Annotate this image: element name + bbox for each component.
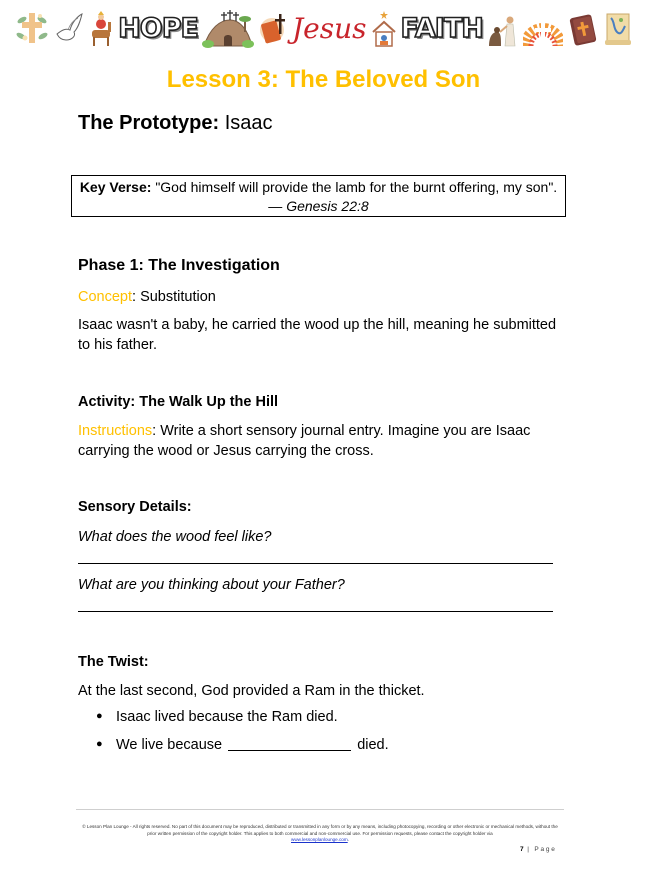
- instructions-label: Instructions: [78, 423, 153, 439]
- jesus-healing-icon: [487, 8, 519, 48]
- page-separator: |: [523, 846, 535, 853]
- jesus-script-art: Jesus: [291, 11, 367, 45]
- phase1-heading: Phase 1: The Investigation: [78, 257, 280, 274]
- prototype-label: The Prototype:: [78, 112, 220, 134]
- empty-tomb-hill-icon: [202, 8, 254, 48]
- concept-value: : Substitution: [132, 289, 216, 305]
- prototype-heading: [78, 112, 273, 135]
- holy-bible-icon: [567, 8, 599, 48]
- bible-with-cross-icon: [258, 8, 288, 48]
- key-verse-label: Key Verse:: [79, 179, 152, 195]
- answer-line-2[interactable]: [78, 611, 553, 612]
- sensory-heading: Sensory Details:: [78, 499, 192, 515]
- bullet-icon: ●: [96, 710, 103, 722]
- page-number: [520, 846, 557, 853]
- footer-divider: [76, 809, 564, 810]
- activity-heading: Activity: The Walk Up the Hill: [78, 394, 279, 410]
- twist-body: At the last second, God provided a Ram in the thicket.: [78, 683, 425, 699]
- answer-line-1[interactable]: [78, 563, 553, 564]
- key-verse-text: "God himself will provide the lamb for the burnt offering, my son". —: [155, 179, 558, 214]
- dove-icon: [54, 8, 84, 48]
- key-verse-box: [71, 175, 566, 217]
- bullet-text-before: We live because: [116, 737, 223, 753]
- twist-bullet-2: [96, 737, 389, 753]
- concept-line: [78, 287, 568, 307]
- nativity-stable-icon: [371, 8, 397, 48]
- copyright-text: © Lesson Plan Lounge - All rights reserved. No part of this document may be reproduced, distributed or transmitted in any form or by any means, including photocopying, recording or other electronic or mechanical methods, without the prior written permission of the copyright holder. This applies to both commercial and non-commercial use. For permission requests, please contact the copyright holder via: [82, 824, 558, 836]
- decorative-banner: [0, 6, 647, 50]
- page-label: Page: [534, 846, 557, 853]
- radiant-cross-wreath-icon: [523, 8, 563, 48]
- concept-label: Concept: [78, 289, 133, 305]
- lesson-title: Lesson 3: The Beloved Son: [166, 66, 481, 93]
- footer-copyright: [80, 824, 560, 844]
- sensory-prompt-2: What are you thinking about your Father?: [78, 577, 345, 593]
- bullet-text: Isaac lived because the Ram died.: [116, 709, 338, 725]
- twist-heading: The Twist:: [78, 654, 149, 670]
- bullet-text-after: died.: [357, 737, 389, 753]
- prototype-value: Isaac: [224, 112, 273, 134]
- instructions-text: : Write a short sensory journal entry. Imagine you are Isaac carrying the wood or Jesus carrying the cross.: [78, 423, 531, 459]
- wise-man-on-camel-icon: [88, 8, 114, 48]
- floral-cross-icon: [14, 8, 50, 48]
- website-link[interactable]: www.lessonplanlounge.com: [291, 837, 348, 842]
- sensory-prompt-1: What does the wood feel like?: [78, 529, 272, 545]
- faith-word-art: FAITH: [400, 12, 483, 44]
- key-verse-reference: Genesis 22:8: [286, 198, 369, 214]
- hope-word-art: HOPE: [118, 12, 198, 44]
- link-suffix: .: [347, 837, 349, 842]
- scroll-map-icon: [603, 8, 633, 48]
- page-number-value: 7: [520, 846, 524, 853]
- phase1-body: Isaac wasn't a baby, he carried the wood up the hill, meaning he submitted to his father.: [78, 317, 557, 353]
- bullet-icon: ●: [96, 738, 103, 750]
- fill-in-blank[interactable]: [228, 737, 351, 751]
- twist-bullet-1: [96, 709, 338, 725]
- instructions-paragraph: [78, 421, 568, 461]
